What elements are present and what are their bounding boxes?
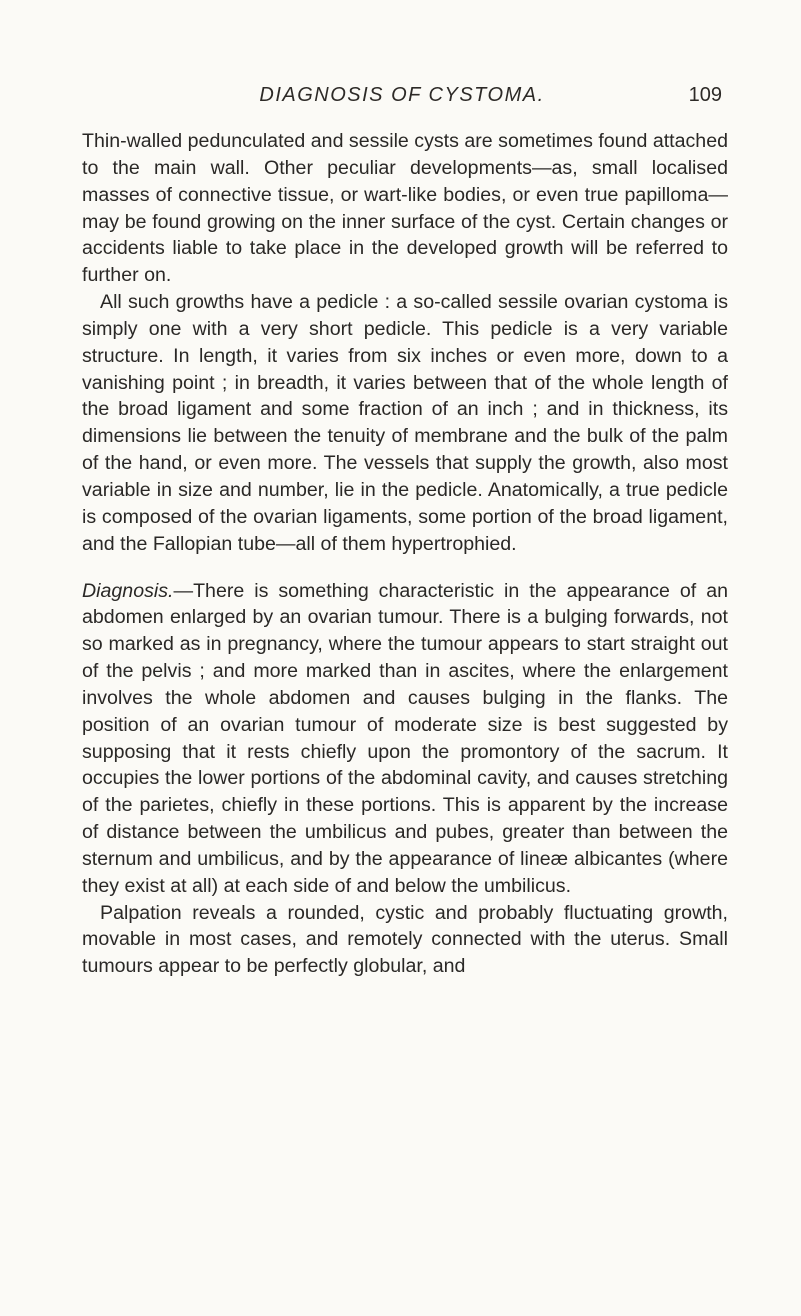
paragraph-diagnosis-text: —There is something characteristic in the appearance of an abdomen enlarged by an ovarian tumour. There is a bulging forwards, not so marked as in pregnancy, where the tumour appears to start straight out of the pelvis ; and more marked than in ascites, where the enlargement involves the whole abdomen and causes bulging in the flanks. The position of an ovarian tumour of moderate size is best suggested by supposing that it rests chiefly upon the promontory of the sacrum. It occupies the lower portions of the abdominal cavity, and causes stretching of the parietes, chiefly in these portions. This is apparent by the increase of distance between the umbilicus and pubes, greater than between the sternum and umbilicus, and by the appearance of lineæ albicantes (where they exist at all) at each side of and below the umbilicus. (82, 579, 728, 897)
paragraph-cyst-walls: Thin-walled pedunculated and sessile cysts are sometimes found attached to the main wall. Other peculiar developments—as, small localised masses of connective tissue, or wart-like bodies, or even true papilloma—may be found growing on the inner surface of the cyst. Certain changes or accidents liable to take place in the developed growth will be referred to further on. (82, 130, 728, 287)
paragraph-palpation: Palpation reveals a rounded, cystic and probably fluctuating growth, movable in most cases, and remotely connected with the uterus. Small tumours appear to be perfectly globular, and (82, 901, 728, 978)
paragraph-pedicle: All such growths have a pedicle : a so-called sessile ovarian cystoma is simply one with a very short pedicle. This pedicle is a very variable structure. In length, it varies from six inches or even more, down to a vanishing point ; in breadth, it varies between that of the whole length of the broad ligament and some fraction of an inch ; and in thickness, its dimensions lie between the tenuity of membrane and the bulk of the palm of the hand, or even more. The vessels that supply the growth, also most variable in size and number, lie in the pedicle. Anatomically, a true pedicle is composed of the ovarian ligaments, some portion of the broad ligament, and the Fallopian tube—all of them hypertrophied. (82, 291, 728, 555)
section-heading-diagnosis: Diagnosis. (82, 579, 174, 602)
page-header (82, 84, 722, 114)
page-number: 109 (688, 84, 722, 106)
paragraph-diagnosis (82, 578, 728, 900)
body-text (82, 128, 728, 980)
running-title: DIAGNOSIS OF CYSTOMA. (259, 84, 545, 106)
